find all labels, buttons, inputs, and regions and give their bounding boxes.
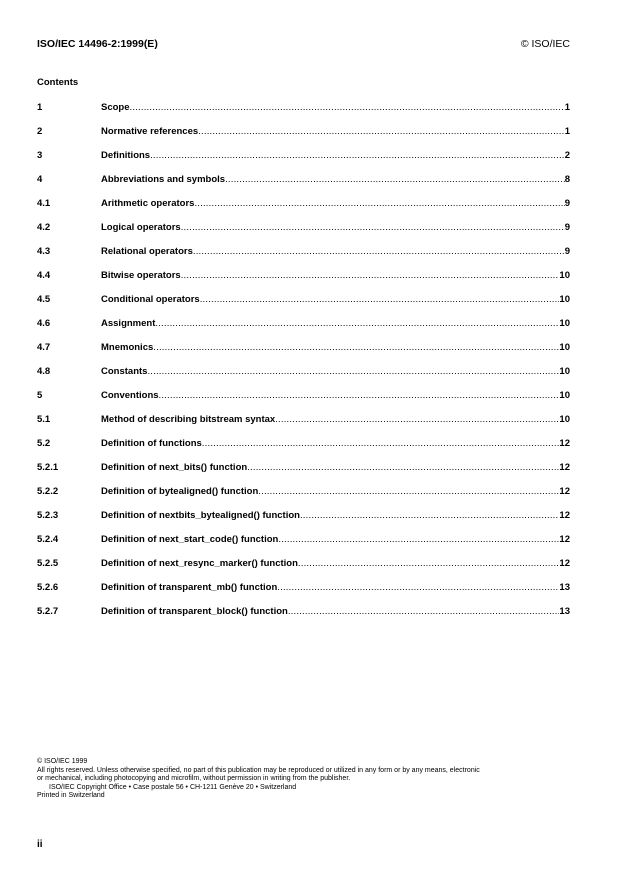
toc-entry[interactable]: [37, 390, 570, 414]
footer-copyright-line: © ISO/IEC 1999: [37, 758, 88, 765]
toc-entry-line: [101, 270, 570, 281]
toc-dot-leader: [200, 294, 560, 305]
toc-entry[interactable]: [37, 414, 570, 438]
toc-dot-leader: [277, 582, 559, 593]
toc-page-number: 12: [559, 438, 570, 449]
toc-entry-line: [101, 150, 570, 161]
toc-entry-line: [101, 606, 570, 617]
toc-section-title: Conventions: [101, 390, 159, 401]
toc-entry[interactable]: [37, 126, 570, 150]
toc-page-number: 9: [564, 246, 570, 257]
toc-section-number: 4.4: [37, 270, 51, 281]
footer-rights-line-1: All rights reserved. Unless otherwise specified, no part of this publication may be reproduced or utilized in any form or by any means, electronic: [37, 766, 480, 774]
page-header: [37, 38, 570, 52]
toc-section-title: Conditional operators: [101, 294, 200, 305]
toc-section-title: Definitions: [101, 150, 151, 161]
toc-dot-leader: [275, 414, 559, 425]
toc-entry-line: [101, 414, 570, 425]
toc-entry[interactable]: [37, 294, 570, 318]
toc-entry-line: [101, 318, 570, 329]
toc-entry[interactable]: [37, 198, 570, 222]
toc-section-title: Definition of functions: [101, 438, 202, 449]
toc-dot-leader: [181, 222, 565, 233]
toc-dot-leader: [288, 606, 560, 617]
toc-section-title: Arithmetic operators: [101, 198, 195, 209]
toc-entry-line: [101, 462, 570, 473]
toc-page-number: 1: [564, 102, 570, 113]
toc-section-number: 5.2.3: [37, 510, 59, 521]
toc-dot-leader: [159, 390, 560, 401]
toc-page-number: 13: [559, 606, 570, 617]
toc-entry-line: [101, 222, 570, 233]
toc-section-title: Logical operators: [101, 222, 181, 233]
toc-entry[interactable]: [37, 270, 570, 294]
toc-section-title: Definition of bytealigned() function: [101, 486, 259, 497]
copyright-footer: [37, 758, 577, 801]
toc-section-number: 5.2.4: [37, 534, 59, 545]
toc-page-number: 10: [559, 390, 570, 401]
toc-section-title: Definition of transparent_mb() function: [101, 582, 278, 593]
toc-entry[interactable]: [37, 222, 570, 246]
toc-section-number: 2: [37, 126, 43, 137]
toc-section-number: 4: [37, 174, 43, 185]
footer-office-line: ISO/IEC Copyright Office • Case postale 56 • CH-1211 Genève 20 • Switzerland: [49, 783, 297, 791]
footer-printed-line: Printed in Switzerland: [37, 792, 105, 800]
toc-entry-line: [101, 198, 570, 209]
toc-section-number: 5.2.2: [37, 486, 59, 497]
copyright-notice: © ISO/IEC: [520, 38, 570, 50]
toc-entry-line: [101, 246, 570, 257]
toc-entry[interactable]: [37, 558, 570, 582]
toc-section-title: Definition of nextbits_bytealigned() function: [101, 510, 300, 521]
toc-entry-line: [101, 390, 570, 401]
toc-page-number: 10: [559, 318, 570, 329]
toc-dot-leader: [193, 246, 565, 257]
toc-section-number: 4.6: [37, 318, 51, 329]
toc-page-number: 1: [564, 126, 570, 137]
toc-entry[interactable]: [37, 486, 570, 510]
toc-section-title: Method of describing bitstream syntax: [101, 414, 276, 425]
toc-entry[interactable]: [37, 534, 570, 558]
toc-entry[interactable]: [37, 462, 570, 486]
toc-entry[interactable]: [37, 102, 570, 126]
toc-entry[interactable]: [37, 438, 570, 462]
toc-section-title: Normative references: [101, 126, 199, 137]
toc-entry[interactable]: [37, 318, 570, 342]
toc-dot-leader: [181, 270, 560, 281]
toc-dot-leader: [247, 462, 559, 473]
toc-entry[interactable]: [37, 150, 570, 174]
toc-section-title: Mnemonics: [101, 342, 154, 353]
toc-dot-leader: [150, 150, 565, 161]
toc-dot-leader: [198, 126, 565, 137]
toc-section-title: Relational operators: [101, 246, 193, 257]
toc-page-number: 9: [564, 198, 570, 209]
toc-section-title: Abbreviations and symbols: [101, 174, 226, 185]
toc-section-title: Assignment: [101, 318, 156, 329]
page-number: ii: [37, 839, 43, 850]
toc-section-number: 5.2.7: [37, 606, 59, 617]
toc-entry[interactable]: [37, 582, 570, 606]
footer-rights-line-2: or mechanical, including photocopying and microfilm, without permission in writing from the publisher.: [37, 775, 351, 783]
toc-dot-leader: [147, 366, 559, 377]
toc-page-number: 2: [564, 150, 570, 161]
toc-dot-leader: [225, 174, 565, 185]
toc-section-number: 4.3: [37, 246, 51, 257]
toc-section-number: 5.1: [37, 414, 51, 425]
toc-entry-line: [101, 582, 570, 593]
toc-page-number: 10: [559, 342, 570, 353]
toc-entry[interactable]: [37, 510, 570, 534]
toc-dot-leader: [153, 342, 559, 353]
toc-entry-line: [101, 510, 570, 521]
toc-dot-leader: [194, 198, 564, 209]
toc-section-number: 3: [37, 150, 43, 161]
standard-identifier: ISO/IEC 14496-2:1999(E): [37, 38, 158, 50]
toc-section-number: 4.5: [37, 294, 51, 305]
toc-section-title: Definition of next_bits() function: [101, 462, 248, 473]
toc-page-number: 12: [559, 534, 570, 545]
toc-dot-leader: [202, 438, 560, 449]
toc-entry-line: [101, 366, 570, 377]
toc-entry-line: [101, 486, 570, 497]
toc-section-number: 5.2.6: [37, 582, 59, 593]
toc-dot-leader: [298, 558, 560, 569]
toc-section-number: 1: [37, 102, 43, 113]
toc-page-number: 12: [559, 462, 570, 473]
toc-section-number: 5.2.1: [37, 462, 59, 473]
toc-section-number: 5.2: [37, 438, 51, 449]
toc-dot-leader: [258, 486, 559, 497]
toc-page-number: 10: [559, 366, 570, 377]
toc-page-number: 12: [559, 486, 570, 497]
toc-entry-line: [101, 558, 570, 569]
toc-entry-line: [101, 174, 570, 185]
toc-section-number: 4.2: [37, 222, 51, 233]
toc-page-number: 10: [559, 270, 570, 281]
toc-entry-line: [101, 102, 570, 113]
toc-section-number: 4.7: [37, 342, 51, 353]
toc-section-title: Scope: [101, 102, 130, 113]
toc-page-number: 9: [564, 222, 570, 233]
toc-dot-leader: [130, 102, 565, 113]
toc-section-title: Definition of next_start_code() function: [101, 534, 279, 545]
toc-entry-line: [101, 534, 570, 545]
toc-page-number: 8: [564, 174, 570, 185]
toc-section-number: 5: [37, 390, 43, 401]
contents-heading: Contents: [37, 77, 79, 88]
table-of-contents: [37, 102, 570, 630]
toc-dot-leader: [278, 534, 559, 545]
toc-section-title: Definition of next_resync_marker() function: [101, 558, 298, 569]
toc-section-number: 4.1: [37, 198, 51, 209]
toc-section-title: Definition of transparent_block() function: [101, 606, 288, 617]
toc-page-number: 10: [559, 414, 570, 425]
toc-entry[interactable]: [37, 342, 570, 366]
toc-dot-leader: [155, 318, 559, 329]
toc-entry-line: [101, 438, 570, 449]
toc-section-title: Constants: [101, 366, 148, 377]
toc-entry[interactable]: [37, 174, 570, 198]
toc-entry-line: [101, 342, 570, 353]
toc-page-number: 12: [559, 558, 570, 569]
toc-section-title: Bitwise operators: [101, 270, 181, 281]
toc-page-number: 12: [559, 510, 570, 521]
toc-page-number: 13: [559, 582, 570, 593]
toc-page-number: 10: [559, 294, 570, 305]
toc-entry[interactable]: [37, 366, 570, 390]
toc-entry-line: [101, 294, 570, 305]
toc-entry[interactable]: [37, 606, 570, 630]
toc-entry[interactable]: [37, 246, 570, 270]
toc-section-number: 5.2.5: [37, 558, 59, 569]
toc-entry-line: [101, 126, 570, 137]
toc-section-number: 4.8: [37, 366, 51, 377]
toc-dot-leader: [300, 510, 559, 521]
